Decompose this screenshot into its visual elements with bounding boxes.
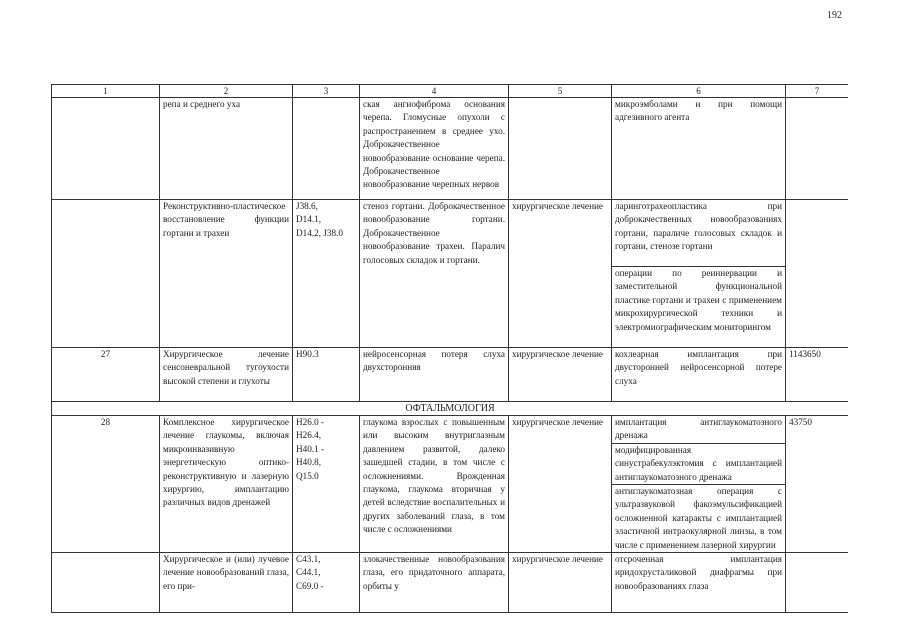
care-type: Хирургическое и (или) лучевое лечение новообразований глаза, его при- <box>160 553 293 613</box>
column-header: 4 <box>360 85 509 98</box>
care-type: Реконструктивно-пластическое восстановление функции гортани и трахеи <box>160 200 293 348</box>
procedures <box>612 348 786 402</box>
procedure: кохлеарная имплантация при двусторонней нейросенсорной потере слуха <box>615 349 782 386</box>
patient-model: ская ангиофиброма основания черепа. Гломусные опухоли с распространением в среднее ухо. Доброкачественное новообразование основание черепа. Доброкачественное новообразование черепных нервов <box>360 98 509 200</box>
icd-code: Q15.0 <box>296 470 319 481</box>
icd-codes <box>293 553 360 613</box>
procedures <box>612 553 786 613</box>
icd-code: H26.4, <box>296 430 322 441</box>
icd-codes <box>293 200 360 348</box>
row-number <box>52 98 160 200</box>
icd-code: H40.1 - <box>296 443 325 454</box>
table-row <box>52 200 849 348</box>
procedure: антиглаукоматозная операция с ультразвуковой факоэмульсификацией осложненной катаракты с имплантацией эластичной интраокулярной линзы, в том числе с применением лазерной хирургии <box>615 486 782 550</box>
cost: 1143650 <box>786 348 849 402</box>
row-number: 27 <box>52 348 160 402</box>
icd-code: C43.1, <box>296 554 321 565</box>
icd-codes <box>293 98 360 200</box>
icd-code: H26.0 - <box>296 417 325 427</box>
table-row <box>52 553 849 613</box>
table-row <box>52 416 849 553</box>
procedures <box>612 416 786 553</box>
page-number: 192 <box>827 10 842 21</box>
column-header: 6 <box>612 85 786 98</box>
section-row <box>52 402 849 416</box>
header-row <box>52 85 849 98</box>
procedure: ларинготрахеопластика при доброкачественных новообразованиях гортани, параличе голосовых складок и гортани, стенозе гортани <box>612 200 785 267</box>
procedure: микроэмболами и при помощи адгезивного агента <box>615 99 782 123</box>
care-type: Хирургическое лечение сенсоневральной тугоухости высокой степени и глухоты <box>160 348 293 402</box>
patient-model: злокачественные новообразования глаза, его придаточного аппарата, орбиты у <box>360 553 509 613</box>
table-row <box>52 348 849 402</box>
icd-code: D14.1, <box>296 214 322 225</box>
column-header: 3 <box>293 85 360 98</box>
patient-model: стеноз гортани. Доброкачественное новообразование гортани. Доброкачественное новообразование трахеи. Паралич голосовых складок и гортани. <box>360 200 509 348</box>
care-type: репа и среднего уха <box>160 98 293 200</box>
icd-code: H40.8, <box>296 457 322 468</box>
icd-code: C69.0 - <box>296 580 324 591</box>
cost <box>786 553 849 613</box>
row-number <box>52 553 160 613</box>
row-number: 28 <box>52 416 160 553</box>
icd-codes <box>293 416 360 553</box>
icd-code: H90.3 <box>296 349 319 359</box>
procedure: модифицированная синустрабекулэктомия с имплантацией антиглаукоматозного дренажа <box>612 444 785 485</box>
procedures <box>612 200 786 348</box>
patient-model: нейросенсорная потеря слуха двухсторонняя <box>360 348 509 402</box>
patient-model: глаукома взрослых с повышенным или высоким внутриглазным давлением развитой, далеко зашедшей стадии, в том числе с осложнениями. Врожденная глаукома, глаукома вторичная у детей вследствие воспалительных и других заболеваний глаза, в том числе с осложнениями <box>360 416 509 553</box>
cost: 43750 <box>786 416 849 553</box>
treatment-type: хирургическое лечение <box>509 416 612 553</box>
treatment-type: хирургическое лечение <box>509 200 612 348</box>
section-title: ОФТАЛЬМОЛОГИЯ <box>52 402 849 416</box>
icd-codes <box>293 348 360 402</box>
column-header: 5 <box>509 85 612 98</box>
icd-code: C44.1, <box>296 567 321 578</box>
treatment-type: хирургическое лечение <box>509 553 612 613</box>
table-row <box>52 98 849 200</box>
column-header: 1 <box>52 85 160 98</box>
row-number <box>52 200 160 348</box>
column-header: 2 <box>160 85 293 98</box>
treatment-type: хирургическое лечение <box>509 348 612 402</box>
procedures <box>612 98 786 200</box>
care-type: Комплексное хирургическое лечение глаукомы, включая микроинвазивную энергетическую оптико-реконструктивную и лазерную хирургию, имплантацию различных видов дренажей <box>160 416 293 553</box>
icd-code: J38.6, <box>296 201 318 211</box>
procedure: имплантация антиглаукоматозного дренажа <box>612 416 785 444</box>
procedure: операции по реиннервации и заместительной функциональной пластике гортани и трахеи с применением микрохирургической техники и электромиографическим мониторингом <box>615 268 782 332</box>
cost <box>786 98 849 200</box>
medical-care-table <box>51 84 848 640</box>
column-header: 7 <box>786 85 849 98</box>
icd-code: D14.2, J38.0 <box>296 227 343 238</box>
cost <box>786 200 849 348</box>
treatment-type <box>509 98 612 200</box>
procedure: отсроченная имплантация иридохрусталиковой диафрагмы при новообразованиях глаза <box>615 554 782 591</box>
